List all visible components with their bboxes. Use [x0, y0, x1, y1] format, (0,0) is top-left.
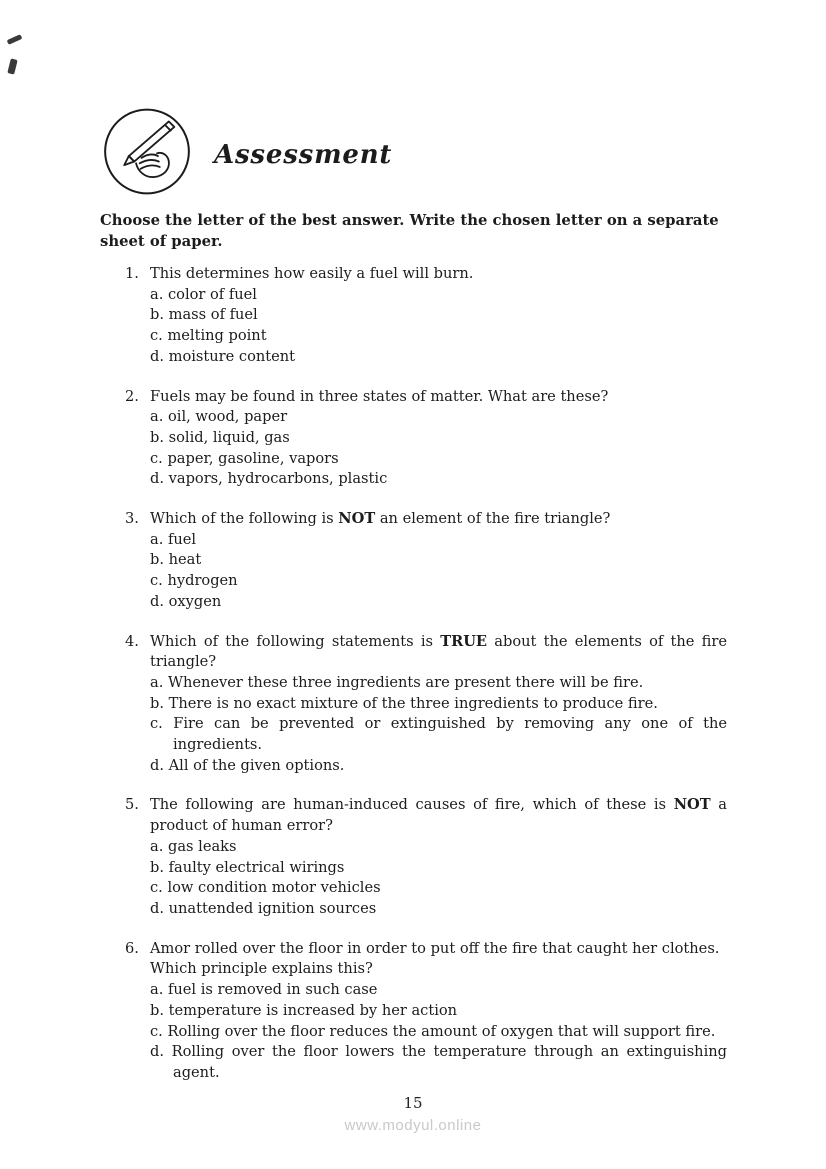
- question-text: [150, 387, 727, 408]
- option-letter: a.: [150, 408, 164, 426]
- option: [150, 347, 727, 368]
- option: [150, 449, 727, 470]
- option-text: Rolling over the floor lowers the temperature through an extinguishing agent.: [171, 1043, 727, 1081]
- question-text-emphasis: NOT: [673, 796, 711, 814]
- option-text: solid, liquid, gas: [168, 428, 290, 446]
- option-text: heat: [168, 551, 202, 569]
- option: [150, 407, 727, 428]
- option: [150, 530, 727, 551]
- option-letter: c.: [150, 327, 163, 345]
- question-text-part: a product of human error?: [150, 796, 727, 835]
- question-number: 3.: [125, 510, 139, 528]
- question: [125, 632, 727, 777]
- option-letter: c.: [150, 1022, 163, 1040]
- option: [150, 980, 727, 1001]
- option-text: Whenever these three ingredients are present there will be fire.: [167, 673, 644, 691]
- option-text: gas leaks: [167, 837, 237, 855]
- question-body: [150, 795, 727, 919]
- option-text: moisture content: [168, 347, 296, 365]
- option-text: fuel: [167, 530, 197, 548]
- option: [150, 1042, 727, 1083]
- question-text: [150, 939, 727, 980]
- option-text: oil, wood, paper: [167, 408, 288, 426]
- option-letter: a.: [150, 673, 164, 691]
- question-text-part: Which of the following statements is: [150, 632, 441, 650]
- option: [150, 1001, 727, 1022]
- option: [150, 550, 727, 571]
- option-letter: d.: [150, 899, 164, 917]
- option-text: low condition motor vehicles: [167, 879, 381, 897]
- option-letter: b.: [150, 858, 164, 876]
- question-text: [150, 632, 727, 673]
- option: [150, 305, 727, 326]
- option-list: [150, 673, 727, 777]
- option-text: faulty electrical wirings: [168, 858, 345, 876]
- question-list: [100, 264, 727, 1084]
- question-number: 1.: [125, 265, 139, 282]
- page-number: 15: [403, 1094, 423, 1112]
- option-letter: b.: [150, 694, 164, 712]
- option: [150, 1022, 727, 1043]
- option-text: There is no exact mixture of the three ingredients to produce fire.: [168, 694, 658, 712]
- option: [150, 756, 727, 777]
- question: [125, 509, 727, 613]
- question-text: [150, 509, 727, 530]
- option-letter: d.: [150, 1043, 164, 1061]
- question-text: [150, 264, 727, 285]
- option-text: color of fuel: [167, 285, 257, 303]
- option: [150, 428, 727, 449]
- option: [150, 592, 727, 613]
- option: [150, 858, 727, 879]
- page-title: Assessment: [214, 139, 393, 170]
- option-letter: c.: [150, 449, 163, 467]
- option-letter: b.: [150, 551, 164, 569]
- question-text: [150, 795, 727, 836]
- question-body: [150, 387, 727, 491]
- option-text: All of the given options.: [168, 756, 345, 774]
- option-letter: b.: [150, 1001, 164, 1019]
- option: [150, 285, 727, 306]
- option-list: [150, 407, 727, 490]
- question-text-emphasis: TRUE: [440, 632, 488, 650]
- question: [125, 264, 727, 368]
- option-letter: d.: [150, 347, 164, 365]
- option-letter: d.: [150, 756, 164, 774]
- question-body: [150, 632, 727, 777]
- option-text: hydrogen: [167, 572, 238, 590]
- question-text-emphasis: NOT: [338, 510, 376, 528]
- option-letter: a.: [150, 285, 164, 303]
- question-number: 6.: [125, 939, 139, 957]
- option-letter: b.: [150, 306, 164, 324]
- option-list: [150, 530, 727, 613]
- option-text: Rolling over the floor reduces the amount of oxygen that will support fire.: [167, 1022, 716, 1040]
- option-text: temperature is increased by her action: [168, 1001, 458, 1019]
- option: [150, 837, 727, 858]
- question-body: [150, 509, 727, 613]
- option-text: paper, gasoline, vapors: [167, 449, 339, 467]
- option: [150, 694, 727, 715]
- option-text: mass of fuel: [168, 306, 258, 324]
- question: [125, 387, 727, 491]
- question-number: 4.: [125, 632, 139, 650]
- question-text-part: This determines how easily a fuel will burn.: [150, 265, 474, 282]
- option: [150, 469, 727, 490]
- option-text: oxygen: [168, 592, 222, 610]
- question-text-part: Which of the following is: [150, 510, 339, 528]
- watermark: www.modyul.online: [344, 1117, 482, 1134]
- question-body: [150, 939, 727, 1084]
- option: [150, 899, 727, 920]
- option-text: melting point: [167, 327, 267, 345]
- question-text-part: Fuels may be found in three states of matter. What are these?: [150, 387, 609, 405]
- option-letter: b.: [150, 428, 164, 446]
- option-letter: d.: [150, 592, 164, 610]
- option-text: vapors, hydrocarbons, plastic: [168, 470, 388, 488]
- question-body: [150, 264, 727, 368]
- option-list: [150, 837, 727, 920]
- question: [125, 795, 727, 919]
- option-letter: a.: [150, 981, 164, 999]
- hand-writing-icon: [100, 106, 194, 197]
- question-text-part: about the elements of the fire triangle?: [150, 632, 727, 671]
- option-text: fuel is removed in such case: [167, 981, 378, 999]
- option: [150, 571, 727, 592]
- question: [125, 939, 727, 1084]
- question-number: 5.: [125, 796, 139, 814]
- option: [150, 714, 727, 755]
- option: [150, 673, 727, 694]
- option-list: [150, 980, 727, 1084]
- question-text-part: an element of the fire triangle?: [375, 510, 611, 528]
- question-number: 2.: [125, 387, 139, 405]
- option-text: Fire can be prevented or extinguished by removing any one of the ingredients.: [173, 715, 727, 754]
- option: [150, 878, 727, 899]
- option-letter: a.: [150, 530, 164, 548]
- question-text-part: Amor rolled over the floor in order to put off the fire that caught her clothes. Which principle explains this?: [150, 939, 720, 978]
- instruction-text: Choose the letter of the best answer. Write the chosen letter on a separate sheet of paper.: [100, 212, 719, 250]
- question-text-part: The following are human-induced causes of fire, which of these is: [150, 796, 674, 814]
- option-list: [150, 285, 727, 368]
- option-letter: d.: [150, 470, 164, 488]
- option: [150, 326, 727, 347]
- option-letter: a.: [150, 837, 164, 855]
- option-letter: c.: [150, 879, 163, 897]
- option-letter: c.: [150, 572, 163, 590]
- option-letter: c.: [150, 715, 163, 733]
- page-header: [100, 106, 727, 197]
- option-text: unattended ignition sources: [168, 899, 377, 917]
